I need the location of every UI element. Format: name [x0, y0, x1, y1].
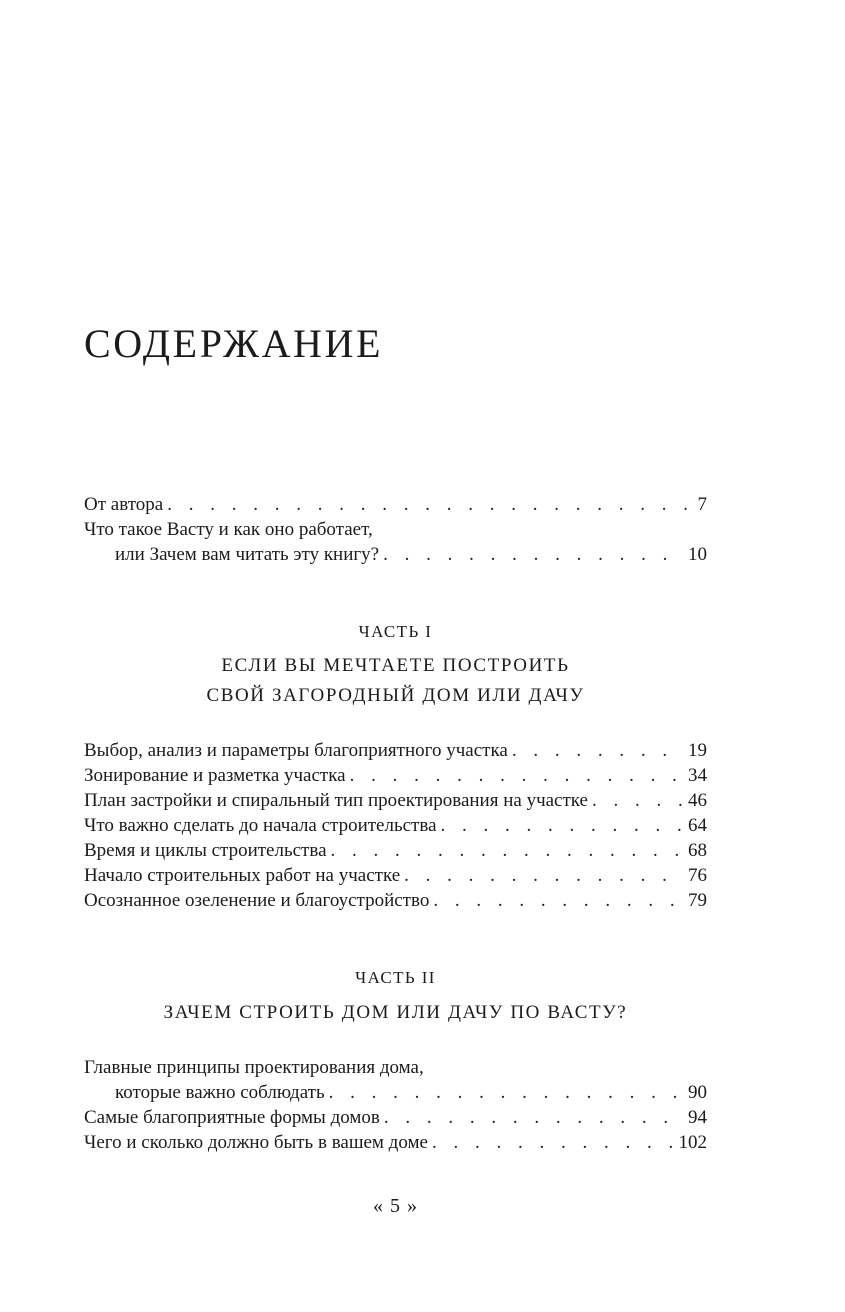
toc-entry-title: Что важно сделать до начала строительства [84, 815, 437, 836]
toc-entry-page: 102 [678, 1132, 707, 1153]
toc-entry-page: 46 [688, 790, 707, 811]
leader-dots [329, 1080, 684, 1105]
leader-dots [441, 813, 684, 838]
toc-entry[interactable] [84, 517, 707, 567]
toc-entry-page: 68 [688, 840, 707, 861]
part-2-label: ЧАСТЬ II [355, 968, 436, 987]
toc-entry-title-cont: которые важно соблюдать [115, 1082, 325, 1103]
toc-entry-title: Осознанное озеленение и благоустройство [84, 890, 430, 911]
page-title: СОДЕРЖАНИЕ [84, 321, 384, 366]
leader-dots [433, 888, 684, 913]
toc-entry[interactable] [84, 1130, 707, 1155]
toc-entry-title: Главные принципы проектирования дома, [84, 1057, 424, 1078]
toc-entry-page: 7 [697, 494, 707, 515]
leader-dots [331, 838, 684, 863]
leader-dots [384, 1105, 684, 1130]
toc-entry[interactable] [84, 738, 707, 763]
toc-intro [84, 492, 707, 567]
toc-part-1 [84, 738, 707, 913]
toc-entry-page: 19 [688, 740, 707, 761]
part-2-title-line1: ЗАЧЕМ СТРОИТЬ ДОМ ИЛИ ДАЧУ ПО ВАСТУ? [163, 1002, 628, 1023]
toc-entry[interactable] [84, 763, 707, 788]
toc-entry-page: 90 [688, 1082, 707, 1103]
toc-entry-title: Зонирование и разметка участка [84, 765, 346, 786]
toc-entry-page: 10 [688, 544, 707, 565]
toc-entry-title: Начало строительных работ на участке [84, 865, 401, 886]
part-1-title-line2: СВОЙ ЗАГОРОДНЫЙ ДОМ ИЛИ ДАЧУ [206, 685, 585, 706]
toc-entry-title: Выбор, анализ и параметры благоприятного участка [84, 740, 508, 761]
toc-entry-page: 34 [688, 765, 707, 786]
toc-entry-title: Чего и сколько должно быть в вашем доме [84, 1132, 428, 1153]
toc-entry[interactable] [84, 1055, 707, 1105]
toc-entry-title: План застройки и спиральный тип проектирования на участке [84, 790, 588, 811]
toc-entry-page: 94 [688, 1107, 707, 1128]
toc-entry[interactable] [84, 813, 707, 838]
toc-entry[interactable] [84, 788, 707, 813]
toc-entry[interactable] [84, 888, 707, 913]
toc-entry-page: 76 [688, 865, 707, 886]
toc-entry[interactable] [84, 863, 707, 888]
leader-dots [592, 788, 684, 813]
toc-entry-page: 79 [688, 890, 707, 911]
toc-part-2 [84, 1055, 707, 1155]
leader-dots [350, 763, 684, 788]
page-number: « 5 » [373, 1195, 418, 1217]
toc-entry-title-cont: или Зачем вам читать эту книгу? [115, 544, 380, 565]
part-1-title-line1: ЕСЛИ ВЫ МЕЧТАЕТЕ ПОСТРОИТЬ [221, 655, 570, 676]
toc-entry-title: Самые благоприятные формы домов [84, 1107, 380, 1128]
toc-entry-title: От автора [84, 494, 164, 515]
leader-dots [404, 863, 684, 888]
toc-entry-title: Время и циклы строительства [84, 840, 327, 861]
toc-entry[interactable] [84, 1105, 707, 1130]
toc-entry[interactable] [84, 838, 707, 863]
leader-dots [167, 492, 693, 517]
toc-entry[interactable] [84, 492, 707, 517]
toc-entry-title: Что такое Васту и как оно работает, [84, 519, 373, 540]
toc-entry-page: 64 [688, 815, 707, 836]
leader-dots [383, 542, 684, 567]
leader-dots [512, 738, 684, 763]
leader-dots [432, 1130, 675, 1155]
part-1-label: ЧАСТЬ I [358, 622, 433, 641]
